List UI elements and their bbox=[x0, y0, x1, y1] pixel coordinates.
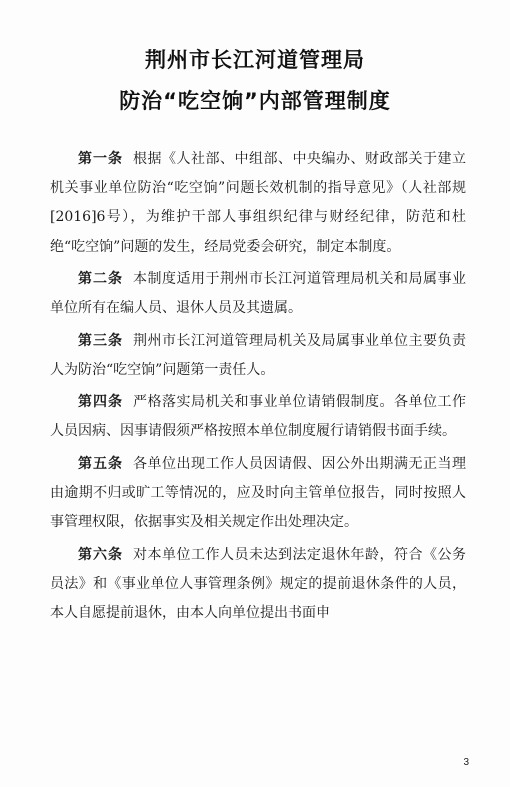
article-6-text: 对本单位工作人员未达到法定退休年龄，符合《公务员法》和《事业单位人事管理条例》规定的提前退休条件的人员，本人自愿提前退休，由本人向单位提出书面申 bbox=[50, 546, 467, 621]
article-1-heading: 第一条 bbox=[78, 151, 124, 167]
article-5 bbox=[50, 450, 466, 538]
article-5-text: 各单位出现工作人员因请假、因公外出期满无正当理由逾期不归或旷工等情况的，应及时向主管单位报告，同时按照人事管理权限，依据事实及相关规定作出处理决定。 bbox=[50, 455, 467, 531]
article-5-heading: 第五条 bbox=[78, 455, 124, 472]
article-4-heading: 第四条 bbox=[78, 394, 124, 411]
article-6 bbox=[50, 541, 466, 629]
article-6-heading: 第六条 bbox=[78, 546, 124, 563]
document-title-line1: 荆州市长江河道管理局 bbox=[145, 48, 365, 72]
article-2 bbox=[50, 265, 466, 323]
article-3-text: 荆州市长江河道管理局机关及局属事业单位主要负责人为防治“吃空饷”问题第一责任人。 bbox=[50, 332, 467, 378]
article-1 bbox=[50, 145, 466, 262]
page-number: 3 bbox=[463, 757, 469, 768]
document-body bbox=[50, 145, 466, 631]
article-3-heading: 第三条 bbox=[78, 332, 124, 349]
article-2-heading: 第二条 bbox=[78, 271, 124, 287]
article-4-text: 严格落实局机关和事业单位请销假制度。各单位工作人员因病、因事请假须严格按照本单位制度履行请销假书面手续。 bbox=[50, 394, 467, 440]
document-title-line2: 防治“吃空饷”内部管理制度 bbox=[119, 89, 391, 113]
article-1-text: 根据《人社部、中组部、中央编办、财政部关于建立机关事业单位防治“吃空饷”问题长效机制的指导意见》（人社部规[2016]6号），为维护干部人事组织纪律与财经纪律，防范和杜绝“吃空饷”问题的发生，经局党委会研究，制定本制度。 bbox=[50, 151, 467, 255]
article-4 bbox=[50, 388, 466, 446]
article-2-text: 本制度适用于荆州市长江河道管理局机关和局属事业单位所有在编人员、退休人员及其遗属。 bbox=[50, 271, 467, 317]
article-3 bbox=[50, 327, 466, 385]
